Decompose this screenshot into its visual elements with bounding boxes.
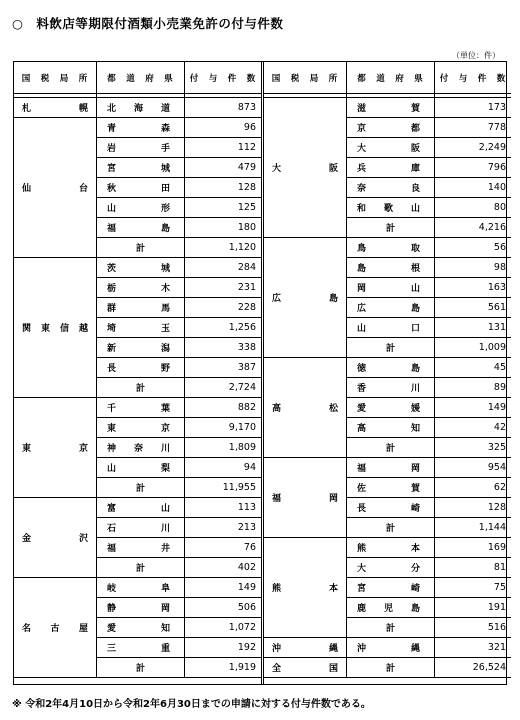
count-cell: 80	[435, 198, 511, 218]
prefecture-cell: 香 川	[347, 378, 435, 398]
prefecture-cell: 大 阪	[347, 138, 435, 158]
bureau-cell: 全 国	[264, 658, 347, 678]
subtotal-count: 26,524	[435, 658, 511, 678]
count-cell: 192	[185, 638, 261, 658]
count-cell: 125	[185, 198, 261, 218]
prefecture-cell: 長 野	[97, 358, 185, 378]
prefecture-cell: 兵 庫	[347, 158, 435, 178]
subtotal-label: 計	[347, 658, 435, 678]
count-cell: 112	[185, 138, 261, 158]
header-count: 付 与 件 数	[435, 62, 511, 94]
subtotal-count: 2,724	[185, 378, 261, 398]
prefecture-cell: 東 京	[97, 418, 185, 438]
prefecture-cell: 愛 媛	[347, 398, 435, 418]
prefecture-cell: 京 都	[347, 118, 435, 138]
prefecture-cell: 青 森	[97, 118, 185, 138]
header-bureau: 国 税 局 所	[14, 62, 97, 94]
count-cell: 191	[435, 598, 511, 618]
bureau-cell: 関 東 信 越	[14, 258, 97, 398]
count-cell: 882	[185, 398, 261, 418]
subtotal-label: 計	[347, 618, 435, 638]
bureau-cell: 福 岡	[264, 458, 347, 538]
count-cell: 75	[435, 578, 511, 598]
header-count: 付 与 件 数	[185, 62, 261, 94]
count-cell: 76	[185, 538, 261, 558]
prefecture-cell: 茨 城	[97, 258, 185, 278]
prefecture-cell: 福 島	[97, 218, 185, 238]
count-cell: 180	[185, 218, 261, 238]
count-cell: 98	[435, 258, 511, 278]
prefecture-cell: 滋 賀	[347, 98, 435, 118]
prefecture-cell: 鹿 児 島	[347, 598, 435, 618]
subtotal-count: 516	[435, 618, 511, 638]
prefecture-cell: 富 山	[97, 498, 185, 518]
count-cell: 321	[435, 638, 511, 658]
prefecture-cell: 広 島	[347, 298, 435, 318]
count-cell: 796	[435, 158, 511, 178]
count-cell: 387	[185, 358, 261, 378]
prefecture-cell: 新 潟	[97, 338, 185, 358]
count-cell: 231	[185, 278, 261, 298]
prefecture-cell: 栃 木	[97, 278, 185, 298]
prefecture-cell: 北 海 道	[97, 98, 185, 118]
count-cell: 173	[435, 98, 511, 118]
subtotal-label: 計	[97, 558, 185, 578]
count-cell: 149	[435, 398, 511, 418]
prefecture-cell: 島 根	[347, 258, 435, 278]
count-cell: 561	[435, 298, 511, 318]
subtotal-label: 計	[97, 658, 185, 678]
prefecture-cell: 秋 田	[97, 178, 185, 198]
count-cell: 169	[435, 538, 511, 558]
prefecture-cell: 佐 賀	[347, 478, 435, 498]
bureau-cell: 沖 縄	[264, 638, 347, 658]
count-cell: 94	[185, 458, 261, 478]
bureau-cell: 大 阪	[264, 98, 347, 238]
prefecture-cell: 大 分	[347, 558, 435, 578]
subtotal-count: 1,144	[435, 518, 511, 538]
subtotal-label: 計	[347, 218, 435, 238]
header-prefecture: 都 道 府 県	[97, 62, 185, 94]
bureau-cell: 札 幌	[14, 98, 97, 118]
prefecture-cell: 徳 島	[347, 358, 435, 378]
count-cell: 1,072	[185, 618, 261, 638]
subtotal-count: 11,955	[185, 478, 261, 498]
subtotal-label: 計	[97, 238, 185, 258]
count-cell: 89	[435, 378, 511, 398]
count-cell: 81	[435, 558, 511, 578]
prefecture-cell: 和 歌 山	[347, 198, 435, 218]
count-cell: 45	[435, 358, 511, 378]
table-left-half	[14, 62, 264, 684]
subtotal-label: 計	[347, 518, 435, 538]
prefecture-cell: 鳥 取	[347, 238, 435, 258]
prefecture-cell: 愛 知	[97, 618, 185, 638]
prefecture-cell: 神 奈 川	[97, 438, 185, 458]
subtotal-count: 1,120	[185, 238, 261, 258]
subtotal-label: 計	[97, 478, 185, 498]
subtotal-label: 計	[347, 338, 435, 358]
subtotal-count: 4,216	[435, 218, 511, 238]
prefecture-cell: 群 馬	[97, 298, 185, 318]
count-cell: 873	[185, 98, 261, 118]
unit-label: （単位：件）	[452, 51, 500, 60]
count-cell: 9,170	[185, 418, 261, 438]
page-title: ○ 料飲店等期限付酒類小売業免許の付与件数	[12, 16, 284, 31]
prefecture-cell: 山 形	[97, 198, 185, 218]
prefecture-cell: 千 葉	[97, 398, 185, 418]
prefecture-cell: 熊 本	[347, 538, 435, 558]
count-cell: 131	[435, 318, 511, 338]
count-cell: 56	[435, 238, 511, 258]
count-cell: 338	[185, 338, 261, 358]
count-cell: 128	[435, 498, 511, 518]
subtotal-count: 402	[185, 558, 261, 578]
subtotal-label: 計	[347, 438, 435, 458]
prefecture-cell: 宮 城	[97, 158, 185, 178]
prefecture-cell: 岩 手	[97, 138, 185, 158]
table-right-half	[264, 62, 511, 684]
count-cell: 1,256	[185, 318, 261, 338]
prefecture-cell: 山 口	[347, 318, 435, 338]
count-cell: 140	[435, 178, 511, 198]
prefecture-cell: 埼 玉	[97, 318, 185, 338]
header-prefecture: 都 道 府 県	[347, 62, 435, 94]
count-cell: 149	[185, 578, 261, 598]
count-cell: 62	[435, 478, 511, 498]
count-cell: 954	[435, 458, 511, 478]
prefecture-cell: 長 崎	[347, 498, 435, 518]
subtotal-label: 計	[97, 378, 185, 398]
prefecture-cell: 福 岡	[347, 458, 435, 478]
bureau-cell: 高 松	[264, 358, 347, 458]
prefecture-cell: 高 知	[347, 418, 435, 438]
count-cell: 2,249	[435, 138, 511, 158]
prefecture-cell: 山 梨	[97, 458, 185, 478]
count-cell: 284	[185, 258, 261, 278]
footnote: ※ 令和2年4月10日から令和2年6月30日までの申請に対する付与件数である。	[12, 699, 371, 710]
prefecture-cell: 奈 良	[347, 178, 435, 198]
count-cell: 479	[185, 158, 261, 178]
subtotal-count: 325	[435, 438, 511, 458]
prefecture-cell: 沖 縄	[347, 638, 435, 658]
bureau-cell: 広 島	[264, 238, 347, 358]
count-cell: 42	[435, 418, 511, 438]
count-cell: 128	[185, 178, 261, 198]
prefecture-cell: 岐 阜	[97, 578, 185, 598]
count-cell: 228	[185, 298, 261, 318]
license-count-table	[13, 61, 507, 685]
count-cell: 1,809	[185, 438, 261, 458]
prefecture-cell: 三 重	[97, 638, 185, 658]
prefecture-cell: 岡 山	[347, 278, 435, 298]
bureau-cell: 仙 台	[14, 118, 97, 258]
count-cell: 213	[185, 518, 261, 538]
prefecture-cell: 福 井	[97, 538, 185, 558]
subtotal-count: 1,009	[435, 338, 511, 358]
bureau-cell: 名 古 屋	[14, 578, 97, 678]
count-cell: 96	[185, 118, 261, 138]
prefecture-cell: 宮 崎	[347, 578, 435, 598]
prefecture-cell: 石 川	[97, 518, 185, 538]
header-bureau: 国 税 局 所	[264, 62, 347, 94]
count-cell: 163	[435, 278, 511, 298]
prefecture-cell: 静 岡	[97, 598, 185, 618]
bureau-cell: 熊 本	[264, 538, 347, 638]
count-cell: 506	[185, 598, 261, 618]
count-cell: 113	[185, 498, 261, 518]
count-cell: 778	[435, 118, 511, 138]
bureau-cell: 東 京	[14, 398, 97, 498]
subtotal-count: 1,919	[185, 658, 261, 678]
bureau-cell: 金 沢	[14, 498, 97, 578]
